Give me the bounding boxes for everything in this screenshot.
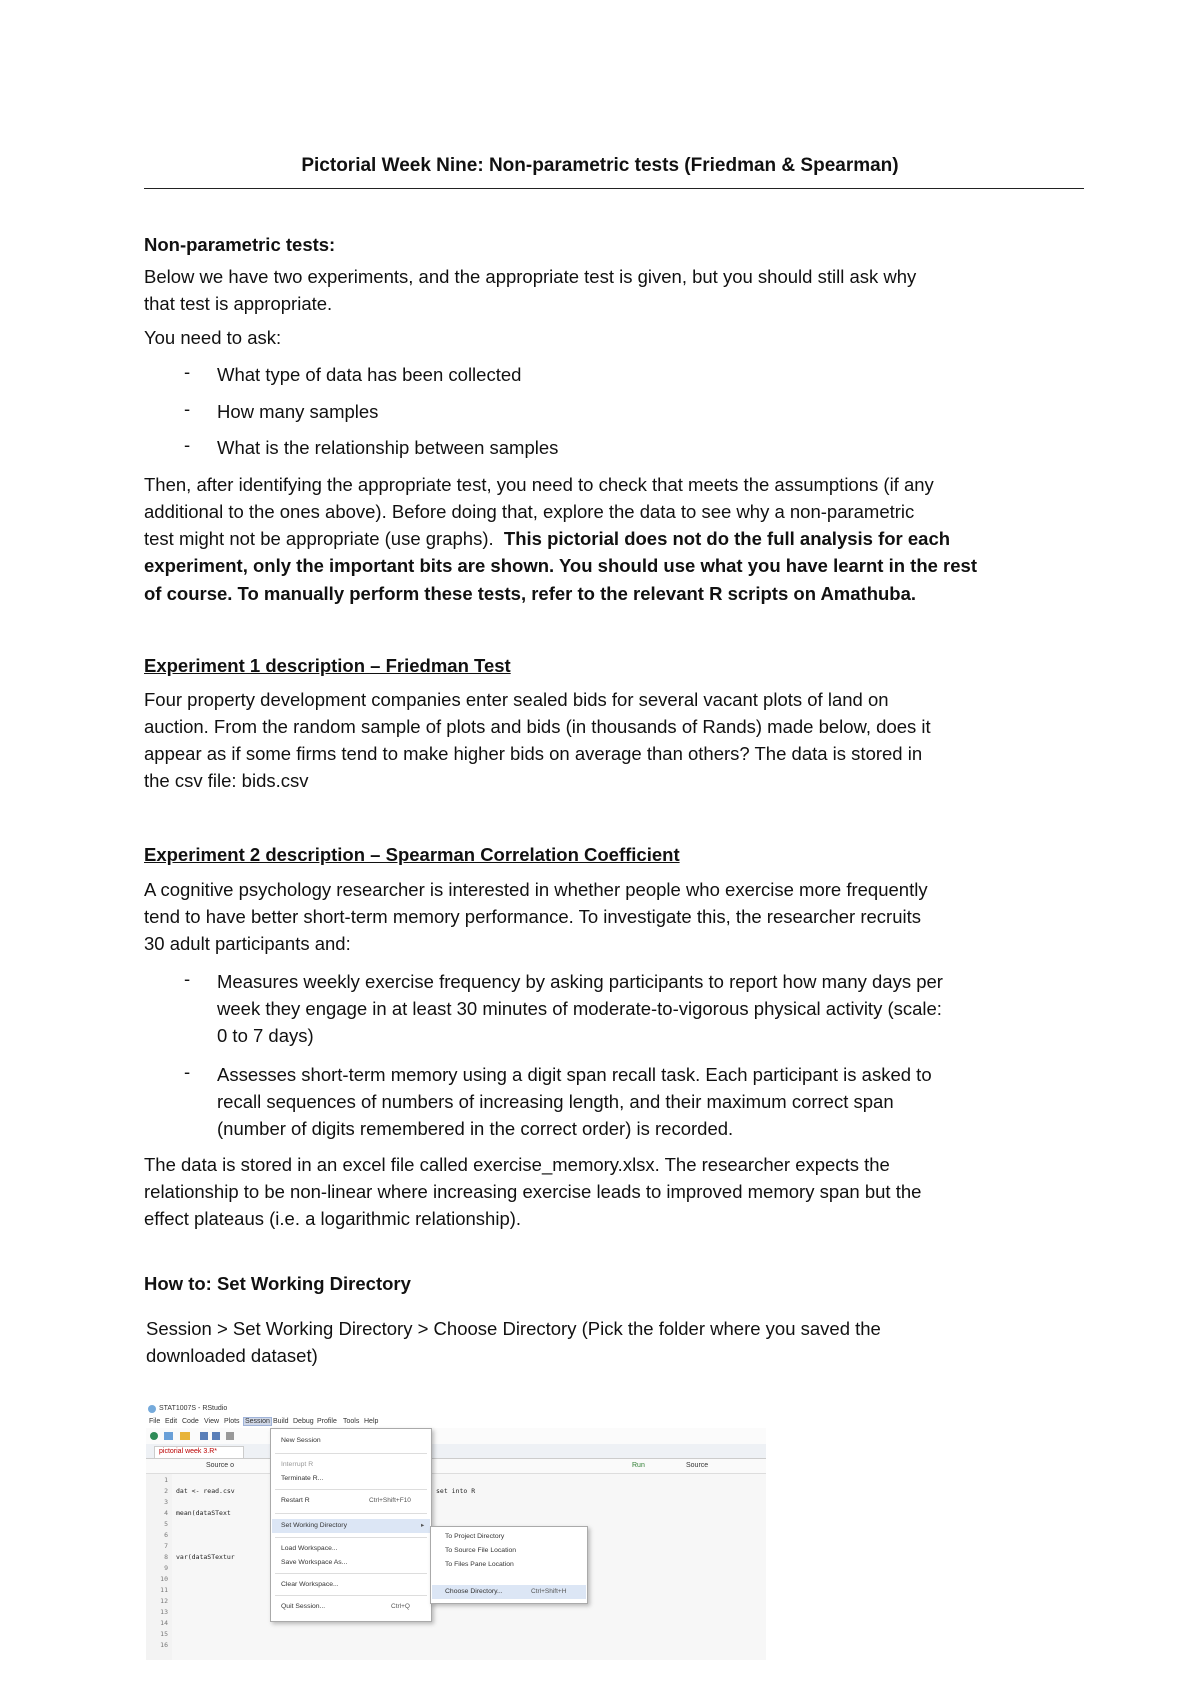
bullet-memory-line: recall sequences of numbers of increasing length, and their maximum correct span bbox=[217, 1091, 894, 1112]
code-line[interactable]: mean(dataSText bbox=[176, 1509, 231, 1517]
window-titlebar bbox=[146, 1402, 766, 1416]
page-title: Pictorial Week Nine: Non-parametric tests (Friedman & Spearman) bbox=[301, 155, 899, 176]
menu-item-quit-session[interactable]: Quit Session... bbox=[281, 1603, 326, 1610]
toolbar-icons[interactable] bbox=[148, 1429, 248, 1443]
submenu-item-choose-directory[interactable]: Choose Directory... bbox=[445, 1588, 503, 1595]
menu-item-interrupt[interactable]: Interrupt R bbox=[281, 1461, 314, 1468]
line-number: 8 bbox=[164, 1553, 168, 1561]
experiment2-heading: Experiment 2 description – Spearman Correlation Coefficient bbox=[144, 844, 680, 865]
bullet-dash: - bbox=[184, 434, 191, 455]
bullet-data-type: What type of data has been collected bbox=[217, 364, 522, 385]
editor-toolbar bbox=[146, 1459, 766, 1474]
experiment2-line: 30 adult participants and: bbox=[144, 933, 351, 954]
tab-label: pictorial week 3.R* bbox=[159, 1448, 217, 1455]
line-number-gutter bbox=[146, 1474, 172, 1660]
tab-pictorial-script[interactable] bbox=[154, 1446, 244, 1458]
bullet-dash: - bbox=[184, 398, 191, 419]
line-number: 16 bbox=[160, 1641, 168, 1649]
menu-plots[interactable]: Plots bbox=[224, 1418, 240, 1425]
then-line-3 bbox=[144, 525, 1044, 552]
menu-view[interactable]: View bbox=[204, 1418, 220, 1425]
section-heading-nonparametric: Non-parametric tests: bbox=[144, 234, 336, 255]
experiment2-closing: relationship to be non-linear where increasing exercise leads to improved memory span but the bbox=[144, 1181, 922, 1202]
window-title: STAT1007S - RStudio bbox=[159, 1405, 228, 1412]
line-number: 2 bbox=[164, 1487, 168, 1495]
line-number: 13 bbox=[160, 1608, 168, 1616]
submenu-item-files-pane-location[interactable]: To Files Pane Location bbox=[445, 1561, 514, 1568]
line-number: 6 bbox=[164, 1531, 168, 1539]
menu-debug[interactable]: Debug bbox=[293, 1418, 314, 1425]
code-line[interactable]: var(dataSTextur bbox=[176, 1553, 235, 1561]
bullet-exercise-line: 0 to 7 days) bbox=[217, 1025, 314, 1046]
then-line-4: experiment, only the important bits are shown. You should use what you have learnt in the rest bbox=[144, 555, 977, 576]
menu-separator bbox=[275, 1513, 427, 1514]
menu-separator bbox=[275, 1489, 427, 1490]
code-line[interactable]: dat <- read.csv bbox=[176, 1487, 235, 1495]
menu-item-clear-workspace[interactable]: Clear Workspace... bbox=[281, 1581, 339, 1588]
menu-help[interactable]: Help bbox=[364, 1418, 379, 1425]
line-number: 3 bbox=[164, 1498, 168, 1506]
session-menu bbox=[270, 1428, 432, 1622]
line-number: 12 bbox=[160, 1597, 168, 1605]
experiment2-line: tend to have better short-term memory performance. To investigate this, the researcher recruits bbox=[144, 906, 921, 927]
bullet-memory-line: (number of digits remembered in the correct order) is recorded. bbox=[217, 1118, 734, 1139]
bullet-exercise-line: Measures weekly exercise frequency by asking participants to report how many days per bbox=[217, 971, 943, 992]
howto-heading: How to: Set Working Directory bbox=[144, 1273, 411, 1294]
bullet-exercise-line: week they engage in at least 30 minutes of moderate-to-vigorous physical activity (scale: bbox=[217, 998, 942, 1019]
experiment1-line: Four property development companies enter sealed bids for several vacant plots of land on bbox=[144, 689, 889, 710]
menu-item-terminate[interactable]: Terminate R... bbox=[281, 1475, 324, 1482]
line-number: 1 bbox=[164, 1476, 168, 1484]
experiment1-line: appear as if some firms tend to make higher bids on average than others? The data is stored in bbox=[144, 743, 923, 764]
submenu-item-source-file-location[interactable]: To Source File Location bbox=[445, 1547, 517, 1554]
menu-item-new-session[interactable]: New Session bbox=[281, 1437, 321, 1444]
menu-separator bbox=[275, 1537, 427, 1538]
howto-line-1: Session > Set Working Directory > Choose Directory (Pick the folder where you saved the bbox=[146, 1318, 881, 1339]
editor-tabbar bbox=[146, 1444, 766, 1459]
menu-file[interactable]: File bbox=[149, 1418, 161, 1425]
source-button[interactable]: Source bbox=[686, 1462, 709, 1469]
experiment2-closing: The data is stored in an excel file called exercise_memory.xlsx. The researcher expects the bbox=[144, 1154, 890, 1175]
choose-directory-shortcut: Ctrl+Shift+H bbox=[531, 1588, 567, 1595]
intro-line-1: Below we have two experiments, and the appropriate test is given, but you should still ask why bbox=[144, 266, 917, 287]
menu-separator bbox=[275, 1453, 427, 1454]
menu-item-load-workspace[interactable]: Load Workspace... bbox=[281, 1545, 338, 1552]
line-number: 4 bbox=[164, 1509, 168, 1517]
menu-item-restart[interactable]: Restart R bbox=[281, 1497, 310, 1504]
line-number: 11 bbox=[160, 1586, 168, 1594]
menu-item-save-workspace[interactable]: Save Workspace As... bbox=[281, 1559, 348, 1566]
menu-separator bbox=[275, 1573, 427, 1574]
rstudio-screenshot bbox=[146, 1402, 766, 1660]
bullet-dash: - bbox=[184, 361, 191, 382]
title-underline bbox=[144, 188, 1084, 189]
bullet-dash: - bbox=[184, 968, 191, 989]
experiment1-line: the csv file: bids.csv bbox=[144, 770, 309, 791]
menu-profile[interactable]: Profile bbox=[317, 1418, 337, 1425]
menu-code[interactable]: Code bbox=[182, 1418, 199, 1425]
then-line-3-plain: test might not be appropriate (use graphs). bbox=[144, 528, 494, 549]
line-number: 5 bbox=[164, 1520, 168, 1528]
then-line-1: Then, after identifying the appropriate test, you need to check that meets the assumptions (if any bbox=[144, 474, 934, 495]
line-number: 14 bbox=[160, 1619, 168, 1627]
working-directory-submenu bbox=[430, 1526, 588, 1604]
then-line-3-bold: This pictorial does not do the full analysis for each bbox=[503, 528, 951, 549]
rstudio-logo-icon bbox=[148, 1405, 156, 1413]
line-number: 7 bbox=[164, 1542, 168, 1550]
then-line-5: of course. To manually perform these tests, refer to the relevant R scripts on Amathuba. bbox=[144, 583, 917, 604]
intro-line-2: that test is appropriate. bbox=[144, 293, 333, 314]
bullet-dash: - bbox=[184, 1061, 191, 1082]
source-on-save-checkbox[interactable]: Source o bbox=[206, 1462, 235, 1469]
menubar bbox=[146, 1416, 766, 1428]
experiment2-line: A cognitive psychology researcher is interested in whether people who exercise more frequently bbox=[144, 879, 928, 900]
bullet-relationship: What is the relationship between samples bbox=[217, 437, 559, 458]
ask-line: You need to ask: bbox=[144, 327, 282, 348]
bullet-samples: How many samples bbox=[217, 401, 379, 422]
menu-edit[interactable]: Edit bbox=[165, 1418, 178, 1425]
main-toolbar bbox=[146, 1428, 766, 1445]
menu-build[interactable]: Build bbox=[273, 1418, 289, 1425]
experiment2-closing: effect plateaus (i.e. a logarithmic relationship). bbox=[144, 1208, 522, 1229]
bullet-memory-line: Assesses short-term memory using a digit span recall task. Each participant is asked to bbox=[217, 1064, 932, 1085]
menu-separator bbox=[275, 1595, 427, 1596]
then-line-2: additional to the ones above). Before doing that, explore the data to see why a non-parametric bbox=[144, 501, 915, 522]
code-line-tail[interactable]: set into R bbox=[436, 1487, 476, 1495]
line-number: 9 bbox=[164, 1564, 168, 1572]
menu-session[interactable]: Session bbox=[245, 1418, 270, 1425]
run-button[interactable]: Run bbox=[632, 1462, 645, 1469]
experiment1-line: auction. From the random sample of plots and bids (in thousands of Rands) made below, does it bbox=[144, 716, 931, 737]
line-number: 15 bbox=[160, 1630, 168, 1638]
submenu-item-project-directory[interactable]: To Project Directory bbox=[445, 1533, 505, 1540]
quit-shortcut: Ctrl+Q bbox=[391, 1603, 410, 1610]
menu-item-set-working-directory[interactable]: Set Working Directory bbox=[281, 1522, 347, 1529]
line-number: 10 bbox=[160, 1575, 168, 1583]
restart-shortcut: Ctrl+Shift+F10 bbox=[369, 1497, 411, 1504]
submenu-arrow-icon: ▸ bbox=[421, 1522, 425, 1529]
howto-line-2: downloaded dataset) bbox=[146, 1345, 318, 1366]
menu-tools[interactable]: Tools bbox=[343, 1418, 360, 1425]
experiment1-heading: Experiment 1 description – Friedman Test bbox=[144, 655, 511, 676]
